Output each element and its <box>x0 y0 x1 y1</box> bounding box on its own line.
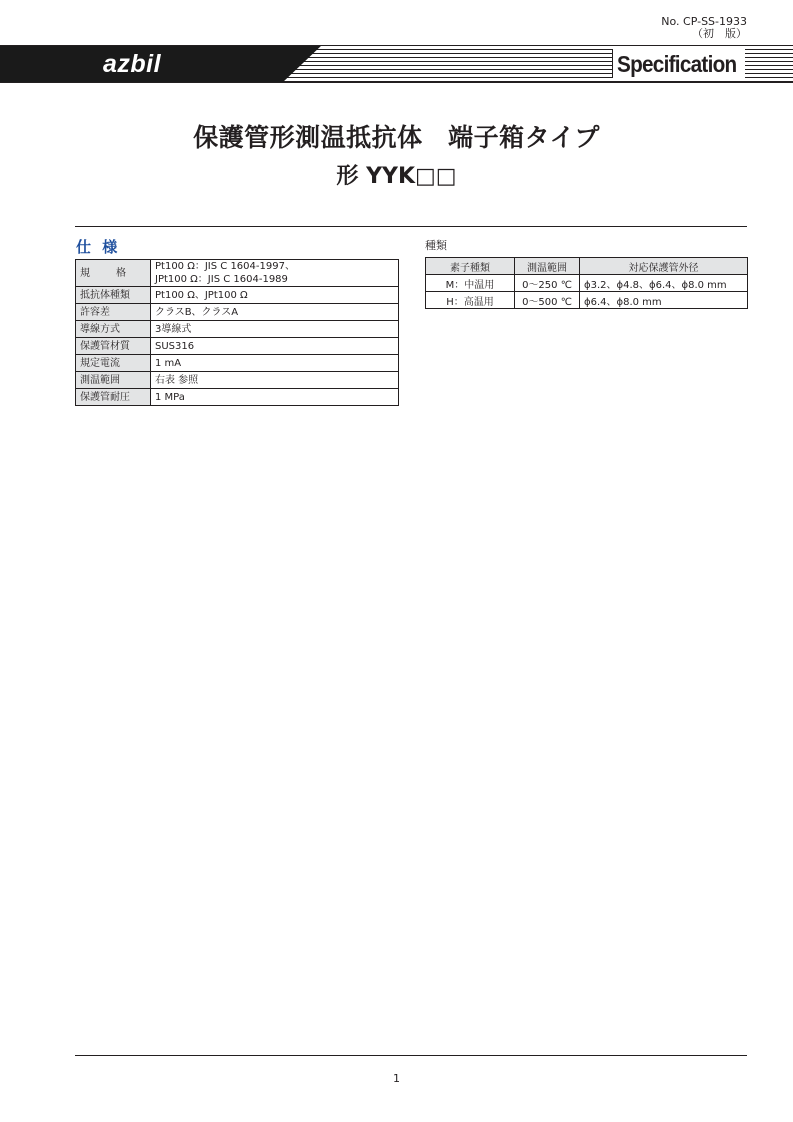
table-cell: M：中温用 <box>426 275 515 292</box>
spec-label: 導線方式 <box>76 321 151 338</box>
edition-label: （初 版） <box>692 27 747 40</box>
column-header: 対応保護管外径 <box>580 258 748 275</box>
column-header: 素子種類 <box>426 258 515 275</box>
spec-label: 測温範囲 <box>76 372 151 389</box>
types-table <box>425 257 748 309</box>
table-cell: 0～500 ℃ <box>515 292 580 309</box>
spec-label: 抵抗体種類 <box>76 287 151 304</box>
spec-value: 3導線式 <box>151 321 399 338</box>
spec-value: Pt100 Ω、JPt100 Ω <box>151 287 399 304</box>
table-row <box>76 389 399 406</box>
azbil-logo: azbil <box>103 50 162 78</box>
spec-heading: 仕 様 <box>76 238 121 256</box>
footer-divider <box>75 1055 747 1056</box>
table-row <box>76 321 399 338</box>
table-row <box>426 292 748 309</box>
specification-label <box>612 49 745 78</box>
table-row <box>76 260 399 287</box>
specification-text: Specification <box>617 51 737 77</box>
table-header-row <box>426 258 748 275</box>
column-header: 測温範囲 <box>515 258 580 275</box>
table-cell: ϕ3.2、ϕ4.8、ϕ6.4、ϕ8.0 mm <box>580 275 748 292</box>
page-number: 1 <box>393 1072 400 1085</box>
spec-value <box>151 260 399 287</box>
spec-table <box>75 259 399 406</box>
table-row <box>76 287 399 304</box>
spec-value: 右表 参照 <box>151 372 399 389</box>
spec-label: 規 格 <box>76 260 151 287</box>
table-cell: ϕ6.4、ϕ8.0 mm <box>580 292 748 309</box>
table-row <box>76 372 399 389</box>
spec-value: クラスB、クラスA <box>151 304 399 321</box>
table-row <box>426 275 748 292</box>
document-title: 保護管形測温抵抗体 端子箱タイプ <box>193 123 600 152</box>
model-number: 形 YYK□□ <box>336 164 457 189</box>
table-cell: H：高温用 <box>426 292 515 309</box>
table-cell: 0～250 ℃ <box>515 275 580 292</box>
table-row <box>76 338 399 355</box>
spec-value-line: JPt100 Ω：JIS C 1604-1989 <box>155 274 288 285</box>
spec-value: SUS316 <box>151 338 399 355</box>
spec-label: 保護管材質 <box>76 338 151 355</box>
spec-label: 保護管耐圧 <box>76 389 151 406</box>
spec-label: 規定電流 <box>76 355 151 372</box>
spec-value-line: Pt100 Ω：JIS C 1604-1997、 <box>155 261 295 272</box>
table-row <box>76 355 399 372</box>
spec-value: 1 MPa <box>151 389 399 406</box>
spec-value: 1 mA <box>151 355 399 372</box>
types-heading: 種類 <box>425 239 447 252</box>
table-row <box>76 304 399 321</box>
document-number: No. CP-SS-1933 <box>661 15 747 28</box>
divider <box>75 226 747 227</box>
document-number-block <box>661 16 747 40</box>
spec-label: 許容差 <box>76 304 151 321</box>
